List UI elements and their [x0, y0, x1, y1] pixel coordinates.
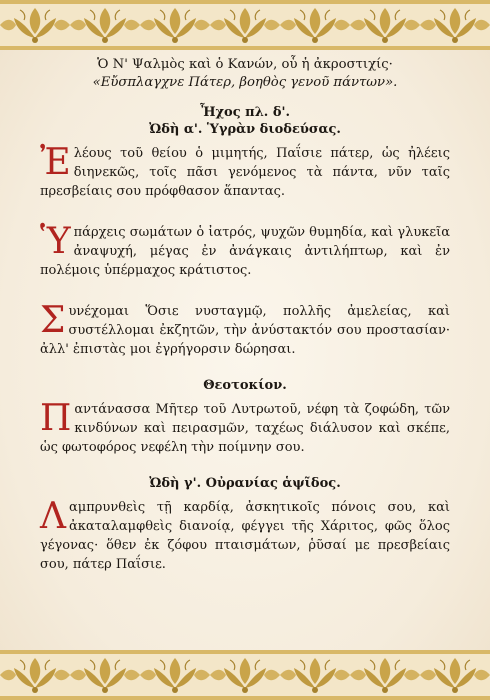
acrostic-line: «Εὔσπλαγχνε Πάτερ, βοηθὸς γενοῦ πάντων». — [92, 75, 398, 90]
theotokion-text — [40, 400, 450, 457]
tone-label: Ἦχος πλ. δ'. — [199, 105, 291, 120]
ode-1-title: Ὠδὴ α'. Ὑγρὰν διοδεύσας. — [149, 122, 341, 137]
drop-initial: Ἐ — [40, 142, 71, 183]
drop-initial: Λ — [40, 496, 66, 537]
troparion-text: υνέχομαι Ὅσιε νυσταγμῷ, πολλῆς ἀμελείας, καὶ συστέλλομαι ἐκζητῶν, τὴν ἀνύστακτόν σου προστασίαν· ἀλλ' ἐπιστὰς μοι ἐγρήγορσιν δώρησαι. — [40, 304, 450, 357]
troparion-text: πάρχεις σωμάτων ὁ ἰατρός, ψυχῶν θυμηδία, καὶ γλυκεῖα ἀναψυχή, μέγας ἐν ἀνάγκαις ἀντιλήπτωρ, καὶ ἐν πολέμοις ὑπέρμαχος κράτιστος. — [40, 225, 450, 278]
psalm-heading — [40, 56, 450, 92]
troparion-3 — [40, 302, 450, 359]
top-ornament-border — [0, 0, 490, 50]
text-column — [40, 56, 450, 574]
ode-3-troparion — [40, 498, 450, 574]
bottom-ornament-border — [0, 650, 490, 700]
drop-initial: Ὑ — [40, 221, 71, 262]
ode-3-title: Ὠδὴ γ'. Οὐρανίας ἁψῖδος. — [149, 476, 341, 491]
ode-3-text: αμπρυνθεὶς τῇ καρδίᾳ, ἀσκητικοῖς πόνοις σου, καὶ ἀκαταλαμφθεὶς διανοίᾳ, φέγγει τῆς Χάριτος, φῶς ὅλος γέγονας· ὅθεν ἐκ ζόφου πταισμάτων, ῥῦσαί με πρεσβείαις σου, πάτερ Παΐσιε. — [40, 500, 450, 572]
theotokion-title: Θεοτοκίον. — [203, 378, 287, 393]
ornament-pattern-bottom — [0, 650, 490, 700]
troparion-text: λέους τοῦ θείου ὁ μιμητής, Παΐσιε πάτερ, ὡς ἠλέεις διηνεκῶς, τοῖς πᾶσι γενόμενος τὰ πάντα, νῦν ταῖς πρεσβείαις σου πρόφθασον ἅπαντας. — [40, 146, 450, 199]
heading-line-1: Ὁ Ν' Ψαλμὸς καὶ ὁ Κανών, οὗ ἡ ἀκροστιχίς· — [97, 57, 393, 72]
drop-initial: Σ — [40, 300, 66, 341]
troparion-1 — [40, 144, 450, 201]
troparion-2 — [40, 223, 450, 280]
ornament-pattern-top — [0, 0, 490, 50]
drop-initial: Π — [40, 398, 72, 439]
theotokion-body: αντάνασσα Μῆτερ τοῦ Λυτρωτοῦ, νέφη τὰ ζοφώδη, τῶν κινδύνων καὶ πειρασμῶν, ταχέως διάλυσον καὶ σκέπε, ὡς φωτοφόρος νεφέλη τὴν ποίμνην σου. — [40, 402, 450, 455]
